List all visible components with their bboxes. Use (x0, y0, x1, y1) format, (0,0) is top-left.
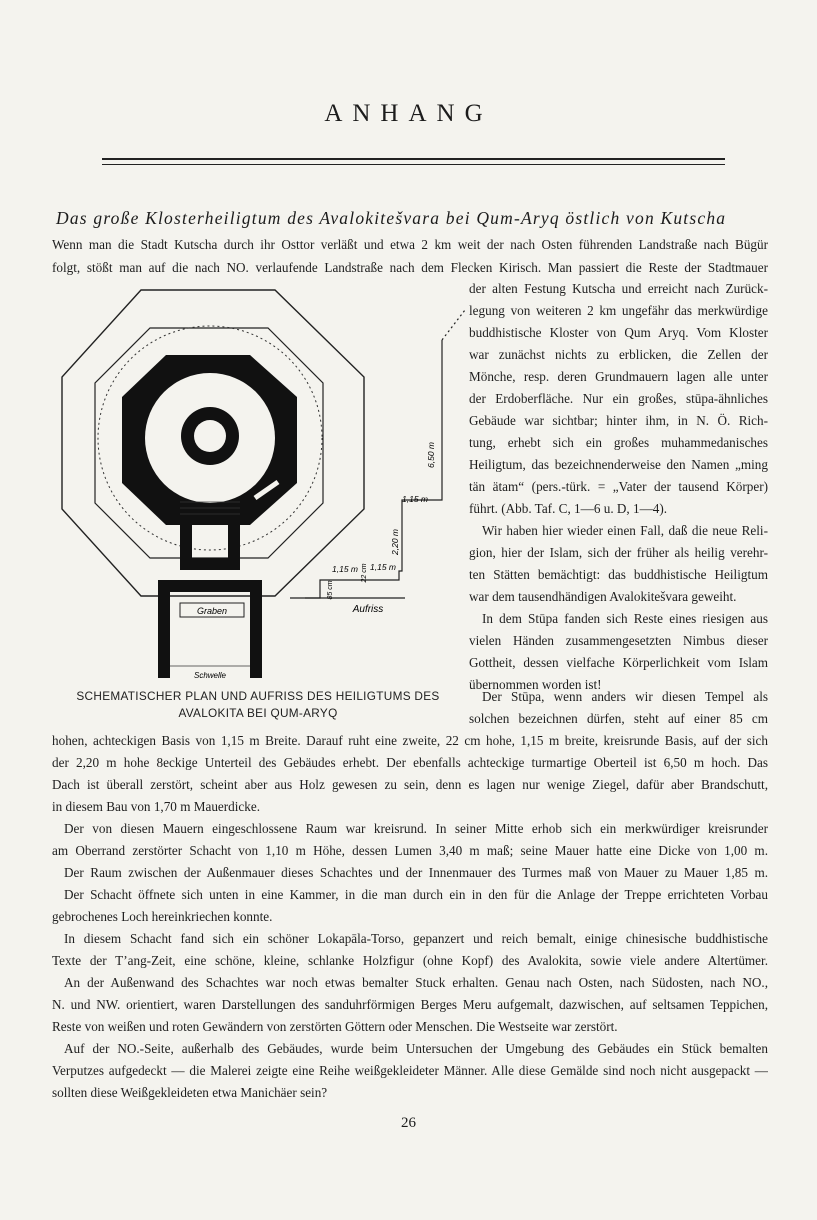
text-line: sollten diese Weißgekleideten etwa Manichäer sein? (52, 1085, 328, 1100)
text-line: buddhistische Kloster von Qum Aryq. Vom Kloster (469, 325, 768, 340)
section-title: Das große Klosterheiligtum des Avalokitešvara bei Qum-Aryq östlich von Kutscha (56, 208, 727, 228)
page-header: ANHANG (324, 100, 493, 127)
enclosure-top (158, 580, 262, 592)
enclosure-left (158, 580, 170, 678)
text-line: folgt, stößt man auf die nach NO. verlaufende Landstraße nach dem Flecken Kirisch. Man passiert die Reste der Stadtmauer (52, 260, 768, 275)
text-line: legung von weiteren 2 km ungefähr das merkwürdige (469, 303, 768, 318)
vorbau-bottom (180, 558, 240, 570)
text-line: war zunächst nichts zu erblicken, die Zellen der (469, 347, 768, 362)
text-line: Der Schacht öffnete sich unten in eine Kammer, in die man durch ein in den für die Anlage der Treppe errichteten Vorbau (64, 887, 768, 902)
text-line: Verputzes aufgedeckt — die Malerei zeigte eine Reihe weißgekleideter Männer. Alle diese Gemälde sind noch nicht ausgepackt — (52, 1063, 768, 1078)
schwelle-label: Schwelle (193, 671, 227, 680)
text-line: Der Raum zwischen der Außenmauer dieses Schachtes und der Innenmauer des Turmes maß von Mauer zu Mauer 1,85 m. (64, 865, 768, 880)
text-line: Wir haben hier wieder einen Fall, daß die neue Reli- (482, 523, 768, 538)
text-line: Texte der T’ang-Zeit, eine schöne, kleine, schlanke Holzfigur (ohne Kopf) des Avalokita, sowie viele andere Altertümer. (52, 953, 768, 968)
text-line: solchen bezeichnen dürfen, steht auf einer 85 cm (469, 711, 768, 726)
text-line: N. und NW. orientiert, waren Darstellungen des sanduhrförmigen Berges Meru aufgemalt, dazwischen, auf seltsamen Teppichen, (52, 997, 768, 1012)
text-line: übernommen worden ist! (469, 677, 602, 692)
text-line: gebrochenes Loch hereinkriechen konnte. (52, 909, 273, 924)
text-line: war dem tausendhändigen Avalokitešvara geweiht. (469, 589, 737, 604)
text-line: Wenn man die Stadt Kutscha durch ihr Osttor verläßt und etwa 2 km weit der nach Osten führenden Landstraße nach Bügür (52, 237, 768, 252)
label-22cm: 22 cm (361, 563, 368, 583)
text-line: In dem Stūpa fanden sich Reste eines riesigen aus (482, 611, 768, 626)
text-line: vielen Händen zusammengesetzten Nimbus dieser (469, 633, 768, 648)
label-650: 6,50 m (426, 442, 436, 468)
text-line: In diesem Schacht fand sich ein schöner Lokapāla-Torso, gepanzert und reich bemalt, einige chinesische buddhistische (64, 931, 768, 946)
text-line: An der Außenwand des Schachtes war noch etwas bemalter Stuck erhalten. Genau nach Osten, nach Südosten, nach NO., (64, 975, 768, 990)
label-115-top: 1,15 m (402, 494, 428, 504)
text-line: der alten Festung Kutscha und erreicht nach Zurück- (469, 281, 768, 296)
graben-label: Graben (196, 606, 228, 616)
text-line: der 2,20 m hohe 8eckige Unterteil des Gebäudes erhebt. Der ebenfalls achteckige turmartige Oberteil ist 6,50 m hoch. Das (52, 755, 768, 770)
figure-caption-line1: SCHEMATISCHER PLAN UND AUFRISS DES HEILIGTUMS DES (76, 689, 440, 703)
text-line: ten Stätten bemächtigt: das buddhistische Heiligtum (469, 567, 768, 582)
text-line: Heiligtum, das bezeichnenderweise den Namen „ming (469, 457, 768, 472)
figure-caption-line2: AVALOKITA BEI QUM-ARYQ (178, 706, 338, 720)
text-line: Gebäude war sichtbar; hinter ihm, in N. Ö. Rich- (469, 413, 768, 428)
text-line: am Oberrand zerstörter Schacht von 1,10 m Höhe, dessen Lumen 3,40 m maß; seine Mauer hatte eine Dicke von 1,00 m. (52, 843, 768, 858)
label-85cm: 85 cm (327, 580, 334, 600)
header-rule-thick (102, 158, 725, 160)
text-line: tung, erhebt sich ein großes muhammedanisches (469, 435, 768, 450)
text-line: der Erdoberfläche. Nur ein großes, stūpa-ähnliches (469, 391, 768, 406)
text-line: Der Stūpa, wenn anders wir diesen Tempel als (482, 689, 768, 704)
label-220: 2,20 m (390, 529, 400, 555)
text-line: gion, hier der Islam, sich der früher als heilig verehr- (469, 545, 768, 560)
text-line: Auf der NO.-Seite, außerhalb des Gebäudes, wurde beim Untersuchen der Umgebung des Gebäudes ein Stück bemalten (64, 1041, 768, 1056)
text-line: führt. (Abb. Taf. C, 1—6 u. D, 1—4). (469, 501, 668, 516)
label-115-mid: 1,15 m (370, 562, 396, 572)
text-line: Dach ist überall zerstört, scheint aber aus Holz gewesen zu sein, denn es lagen nur wenige Ziegel, dafür aber Brandschutt, (52, 777, 768, 792)
label-115-low: 1,15 m (332, 564, 358, 574)
text-line: in diesem Bau von 1,70 m Mauerdicke. (52, 799, 261, 814)
header-rule-thin (102, 164, 725, 165)
text-line: Mönche, resp. deren Grundmauern lagen alle unter (469, 369, 768, 384)
text-line: Der von diesen Mauern eingeschlossene Raum war kreisrund. In seiner Mitte erhob sich ein merkwürdiger kreisrunder (64, 821, 768, 836)
shaft-lumen (194, 420, 226, 452)
text-line: Reste von weißen und roten Gewändern von zerstörten Göttern oder Menschen. Die Westseite war zerstört. (52, 1019, 618, 1034)
text-line: hohen, achteckigen Basis von 1,15 m Breite. Darauf ruht eine zweite, 22 cm hohe, 1,15 m breite, kreisrunde Basis, auf der sich (52, 733, 768, 748)
plan-figure (50, 280, 470, 682)
enclosure-right (250, 580, 262, 678)
aufriss-label: Aufriss (352, 604, 384, 615)
text-line: tän ätam“ (pers.-türk. = „Vater der tausend Körper) (469, 479, 768, 494)
text-line: Gottheit, dessen vielfache Körperlichkeit vom Islam (469, 655, 768, 670)
page-number: 26 (401, 1115, 416, 1131)
